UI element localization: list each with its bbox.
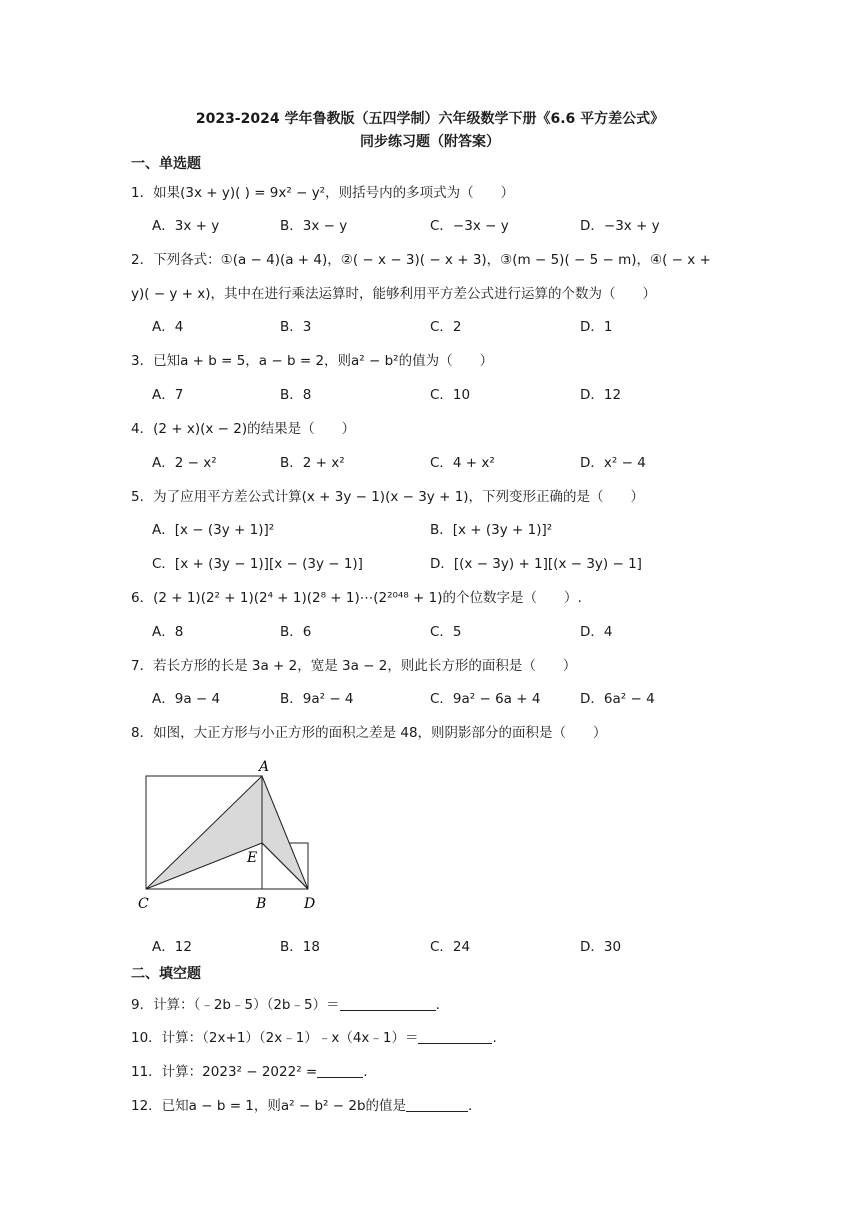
question-5-option-c[interactable]: C．[x + (3y − 1)][x − (3y − 1)] (152, 556, 363, 572)
question-2-option-a[interactable]: A．4 (152, 319, 184, 335)
question-9-stem: 9．计算：（﹣2b﹣5）（2b﹣5）＝ (131, 997, 340, 1013)
label-e: E (247, 850, 258, 866)
question-2-option-c[interactable]: C．2 (430, 319, 462, 335)
question-6-option-c[interactable]: C．5 (430, 624, 462, 640)
question-7-stem: 7．若长方形的长是 3a + 2，宽是 3a − 2，则此长方形的面积是（ ） (131, 658, 577, 674)
question-11 (131, 1060, 368, 1080)
label-b: B (256, 896, 267, 912)
section-heading-fill-blank: 二、填空题 (131, 966, 201, 982)
shaded-triangle-ace (146, 776, 262, 889)
shaded-triangle-aed (262, 776, 308, 889)
question-2-option-d[interactable]: D．1 (580, 319, 613, 335)
question-3-option-d[interactable]: D．12 (580, 387, 622, 403)
question-7-option-a[interactable]: A．9a − 4 (152, 691, 221, 707)
question-11-end: . (363, 1064, 368, 1080)
question-5-option-a[interactable]: A．[x − (3y + 1)]² (152, 522, 275, 538)
question-9-blank[interactable] (340, 996, 436, 1011)
question-12-end: . (468, 1098, 473, 1114)
question-3-option-a[interactable]: A．7 (152, 387, 184, 403)
question-1-stem: 1．如果(3x + y)( ) = 9x² − y²，则括号内的多项式为（ ） (131, 185, 515, 201)
section-heading-single-choice: 一、单选题 (131, 156, 201, 172)
question-9-end: . (435, 997, 440, 1013)
square-figure (136, 756, 326, 916)
question-10-end: . (492, 1030, 497, 1046)
doc-title-line2: 同步练习题（附答案） (360, 134, 500, 150)
label-c: C (138, 896, 149, 912)
question-6-option-a[interactable]: A．8 (152, 624, 184, 640)
question-9 (131, 993, 440, 1013)
question-5-stem: 5．为了应用平方差公式计算(x + 3y − 1)(x − 3y + 1)，下列变形正确的是（ ） (131, 489, 645, 505)
question-7-option-d[interactable]: D．6a² − 4 (580, 691, 655, 707)
question-3-stem: 3．已知a + b = 5，a − b = 2，则a² − b²的值为（ ） (131, 353, 494, 369)
question-8-option-b[interactable]: B．18 (280, 939, 320, 955)
question-8-option-a[interactable]: A．12 (152, 939, 192, 955)
question-2-stem: 2．下列各式：①(a − 4)(a + 4)，②( − x − 3)( − x + 3)，③(m − 5)( − 5 − m)，④( − x + (131, 252, 711, 268)
question-12 (131, 1094, 472, 1114)
doc-title-line1: 2023-2024 学年鲁教版（五四学制）六年级数学下册《6.6 平方差公式》 (195, 111, 665, 127)
question-1-option-c[interactable]: C．−3x − y (430, 218, 509, 234)
question-12-blank[interactable] (406, 1097, 468, 1112)
question-6-option-d[interactable]: D．4 (580, 624, 613, 640)
question-8-option-c[interactable]: C．24 (430, 939, 471, 955)
question-7-option-b[interactable]: B．9a² − 4 (280, 691, 354, 707)
question-12-stem: 12．已知a − b = 1，则a² − b² − 2b的值是 (131, 1098, 407, 1114)
question-3-option-b[interactable]: B．8 (280, 387, 312, 403)
question-6-stem: 6．(2 + 1)(2² + 1)(2⁴ + 1)(2⁸ + 1)⋯(2²⁰⁴⁸ + 1)的个位数字是（ ）. (131, 590, 582, 606)
question-5-option-b[interactable]: B．[x + (3y + 1)]² (430, 522, 553, 538)
question-1-option-b[interactable]: B．3x − y (280, 218, 348, 234)
label-a: A (259, 759, 270, 775)
question-10-blank[interactable] (418, 1029, 492, 1044)
question-6-option-b[interactable]: B．6 (280, 624, 312, 640)
question-2-stem-line2: y)( − y + x)，其中在进行乘法运算时，能够利用平方差公式进行运算的个数为（ ） (131, 286, 657, 302)
question-7-option-c[interactable]: C．9a² − 6a + 4 (430, 691, 541, 707)
question-4-option-c[interactable]: C．4 + x² (430, 455, 495, 471)
question-4-option-b[interactable]: B．2 + x² (280, 455, 345, 471)
question-10 (131, 1026, 497, 1046)
question-8-stem: 8．如图，大正方形与小正方形的面积之差是 48，则阴影部分的面积是（ ） (131, 725, 607, 741)
question-4-option-a[interactable]: A．2 − x² (152, 455, 217, 471)
question-11-blank[interactable] (317, 1063, 363, 1078)
question-8-option-d[interactable]: D．30 (580, 939, 622, 955)
question-4-option-d[interactable]: D．x² − 4 (580, 455, 646, 471)
question-1-option-d[interactable]: D．−3x + y (580, 218, 660, 234)
question-11-stem: 11．计算：2023² − 2022² = (131, 1064, 318, 1080)
question-5-option-d[interactable]: D．[(x − 3y) + 1][(x − 3y) − 1] (430, 556, 642, 572)
question-1-option-a[interactable]: A．3x + y (152, 218, 220, 234)
question-10-stem: 10．计算：（2x+1）（2x﹣1）﹣x（4x﹣1）＝ (131, 1030, 419, 1046)
question-2-option-b[interactable]: B．3 (280, 319, 312, 335)
label-d: D (304, 896, 316, 912)
question-4-stem: 4．(2 + x)(x − 2)的结果是（ ） (131, 421, 356, 437)
question-3-option-c[interactable]: C．10 (430, 387, 471, 403)
